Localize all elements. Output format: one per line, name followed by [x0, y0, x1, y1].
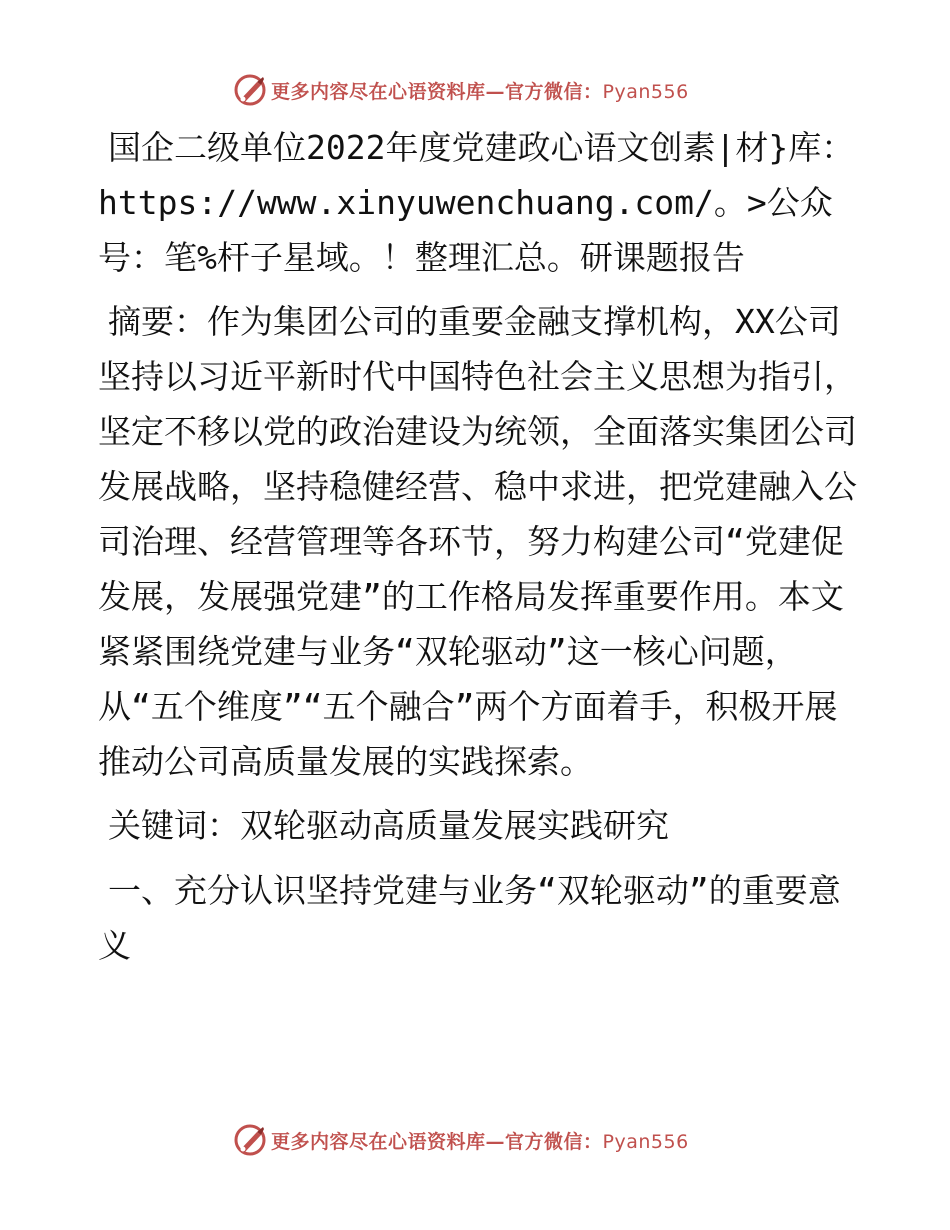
header-banner — [233, 70, 689, 110]
brush-logo-icon — [233, 1123, 267, 1157]
document-body — [98, 120, 858, 973]
banner-slogan: 更多内容尽在心语资料库—官方微信： — [271, 1130, 603, 1153]
banner-slogan: 更多内容尽在心语资料库—官方微信： — [271, 80, 603, 103]
banner-text — [271, 1127, 689, 1154]
keywords-line: 关键词：双轮驱动高质量发展实践研究 — [108, 806, 669, 845]
footer-banner — [233, 1120, 689, 1160]
wechat-account: Pyan556 — [602, 80, 689, 103]
brush-logo-icon — [233, 73, 267, 107]
wechat-account: Pyan556 — [602, 1130, 689, 1153]
document-title: 国企二级单位2022年度党建政心语文创素|材}库：https://www.xinyuwenchuang.com/。>公众号：笔%杆子星域。！整理汇总。研课题报告 — [98, 128, 855, 277]
section-heading: 一、充分认识坚持党建与业务“双轮驱动”的重要意义 — [98, 871, 841, 965]
banner-text — [271, 77, 689, 104]
abstract-paragraph: 摘要：作为集团公司的重要金融支撑机构，XX公司坚持以习近平新时代中国特色社会主义思想为指引，坚定不移以党的政治建设为统领，全面落实集团公司发展战略，坚持稳健经营、稳中求进，把党建融入公司治理、经营管理等各环节，努力构建公司“党建促发展，发展强党建”的工作格局发挥重要作用。本文紧紧围绕党建与业务“双轮驱动”这一核心问题，从“五个维度”“五个融合”两个方面着手，积极开展推动公司高质量发展的实践探索。 — [98, 302, 857, 781]
